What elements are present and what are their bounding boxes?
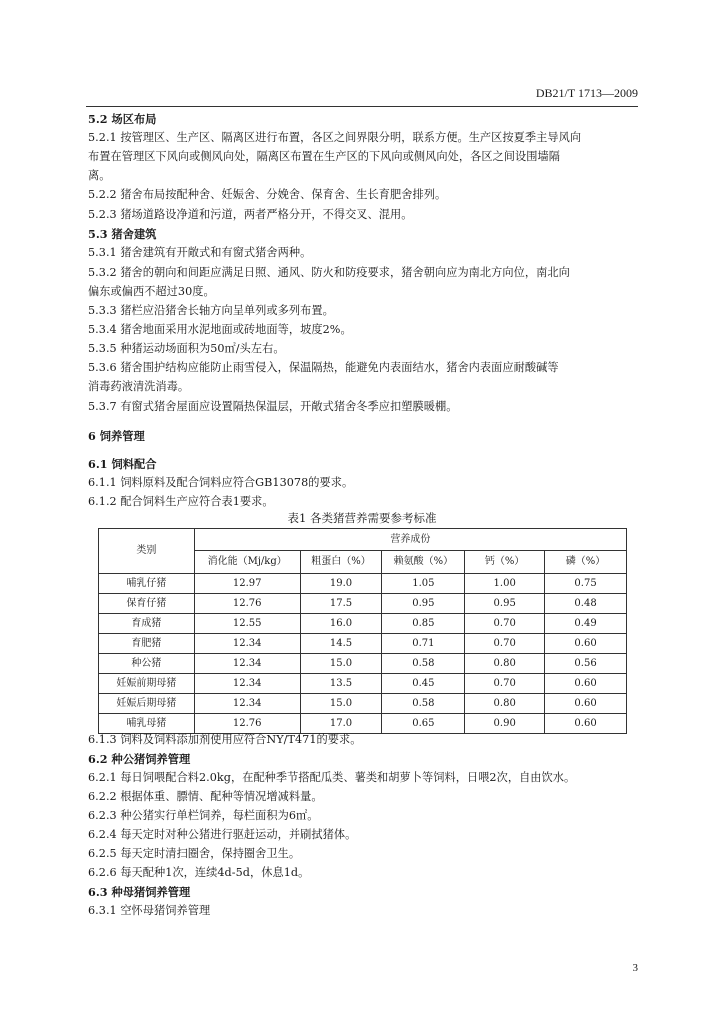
table-cell: 哺乳母猪 (99, 714, 195, 734)
table-cell: 15.0 (300, 694, 382, 714)
paragraph-line: 6.3.1 空怀母猪饲养管理 (88, 904, 211, 917)
paragraph-line: 5.3.1 猪舍建筑有开敞式和有窗式猪舍两种。 (88, 246, 312, 259)
paragraph-line: 5.3.5 种猪运动场面积为50㎡/头左右。 (88, 342, 285, 355)
paragraph-line: 5.3.2 猪舍的朝向和间距应满足日照、通风、防火和防疫要求，猪舍朝向应为南北方向位，南北向 (88, 266, 570, 279)
table-cell: 0.80 (465, 694, 545, 714)
table-cell: 17.0 (300, 714, 382, 734)
section-heading: 5.3 猪舍建筑 (88, 227, 157, 241)
section-heading: 5.2 场区布局 (88, 112, 157, 126)
table-cell: 12.76 (194, 594, 300, 614)
table-cell: 0.58 (382, 694, 465, 714)
table-cell: 0.70 (465, 634, 545, 654)
table-cell: 12.34 (194, 634, 300, 654)
paragraph-line: 6.1.3 饲料及饲料添加剂使用应符合NY/T471的要求。 (88, 733, 362, 746)
table-cell: 12.97 (194, 574, 300, 594)
paragraph-line: 6.2.3 种公猪实行单栏饲养，每栏面积为6㎡。 (88, 809, 319, 822)
table-cell: 0.45 (382, 674, 465, 694)
table-cell: 0.75 (545, 574, 627, 594)
table-cell: 妊娠前期母猪 (99, 674, 195, 694)
paragraph-line: 5.3.3 猪栏应沿猪舍长轴方向呈单列或多列布置。 (88, 304, 334, 317)
nutrition-table (98, 528, 627, 734)
paragraph-line: 5.2.3 猪场道路设净道和污道，两者严格分开，不得交叉、混用。 (88, 208, 413, 221)
table-header-category: 类别 (99, 529, 195, 574)
table-row (99, 694, 627, 714)
standard-code: DB21/T 1713—2009 (535, 86, 638, 100)
table-cell: 19.0 (300, 574, 382, 594)
table-cell: 0.90 (465, 714, 545, 734)
page-number: 3 (632, 962, 638, 974)
table-cell: 12.55 (194, 614, 300, 634)
table-cell: 1.05 (382, 574, 465, 594)
section-heading: 6.3 种母猪饲养管理 (88, 885, 191, 899)
table-cell: 12.34 (194, 654, 300, 674)
table-header-cell: 粗蛋白（%） (300, 551, 382, 574)
table-cell: 0.70 (465, 614, 545, 634)
table-cell: 0.70 (465, 674, 545, 694)
table-cell: 15.0 (300, 654, 382, 674)
paragraph-line: 6.2.4 每天定时对种公猪进行驱赶运动，并刷拭猪体。 (88, 828, 357, 841)
table-cell: 育肥猪 (99, 634, 195, 654)
table-cell: 17.5 (300, 594, 382, 614)
table-cell: 0.85 (382, 614, 465, 634)
table-header-cell: 磷（%） (545, 551, 627, 574)
paragraph-line: 6.1.1 饲料原料及配合饲料应符合GB13078的要求。 (88, 476, 354, 489)
paragraph-line: 6.1.2 配合饲料生产应符合表1要求。 (88, 495, 274, 508)
table-header-cell: 赖氨酸（%） (382, 551, 465, 574)
table-row (99, 594, 627, 614)
table-cell: 育成猪 (99, 614, 195, 634)
table-cell: 16.0 (300, 614, 382, 634)
table-cell: 0.48 (545, 594, 627, 614)
paragraph-line: 6.2.6 每天配种1次，连续4d-5d，休息1d。 (88, 866, 310, 879)
table-cell: 12.34 (194, 674, 300, 694)
table-row (99, 574, 627, 594)
table-row (99, 634, 627, 654)
table-cell: 0.80 (465, 654, 545, 674)
table-cell: 0.60 (545, 694, 627, 714)
table-cell: 0.95 (382, 594, 465, 614)
table-cell: 0.56 (545, 654, 627, 674)
table-row (99, 614, 627, 634)
table-cell: 12.76 (194, 714, 300, 734)
paragraph-line: 5.3.6 猪舍围护结构应能防止雨雪侵入，保温隔热，能避免内表面结水，猪舍内表面应耐酸碱等 (88, 361, 559, 374)
paragraph-line: 布置在管理区下风向或侧风向处，隔离区布置在生产区的下风向或侧风向处，各区之间设围墙隔 (88, 150, 560, 163)
table-cell: 0.60 (545, 634, 627, 654)
table-cell: 14.5 (300, 634, 382, 654)
table-cell: 哺乳仔猪 (99, 574, 195, 594)
paragraph-line: 5.3.7 有窗式猪舍屋面应设置隔热保温层，开敞式猪舍冬季应扣塑膜暖棚。 (88, 400, 458, 413)
table-cell: 0.49 (545, 614, 627, 634)
paragraph-line: 6.2.1 每日饲喂配合料2.0kg，在配种季节搭配瓜类、薯类和胡萝卜等饲料，日喂2次，自由饮水。 (88, 771, 576, 784)
paragraph-line: 离。 (88, 169, 111, 182)
table-cell: 0.58 (382, 654, 465, 674)
table-cell: 0.71 (382, 634, 465, 654)
paragraph-line: 6.2.5 每天定时清扫圈舍，保持圈舍卫生。 (88, 847, 301, 860)
section-heading: 6.2 种公猪饲养管理 (88, 752, 191, 766)
table-cell: 13.5 (300, 674, 382, 694)
table-cell: 0.65 (382, 714, 465, 734)
table-row (99, 654, 627, 674)
table-cell: 保育仔猪 (99, 594, 195, 614)
table-cell: 0.95 (465, 594, 545, 614)
table-cell: 1.00 (465, 574, 545, 594)
table-cell: 妊娠后期母猪 (99, 694, 195, 714)
paragraph-line: 5.3.4 猪舍地面采用水泥地面或砖地面等，坡度2%。 (88, 323, 352, 336)
chapter-heading: 6 饲养管理 (88, 429, 145, 443)
paragraph-line: 5.2.1 按管理区、生产区、隔离区进行布置，各区之间界限分明，联系方便。生产区按夏季主导风向 (88, 131, 582, 144)
section-heading: 6.1 饲料配合 (88, 457, 157, 471)
paragraph-line: 6.2.2 根据体重、膘情、配种等情况增减料量。 (88, 790, 323, 803)
table-header-cell: 消化能（Mj/kg） (194, 551, 300, 574)
paragraph-line: 偏东或偏西不超过30度。 (88, 285, 215, 298)
paragraph-line: 5.2.2 猪舍布局按配种舍、妊娠舍、分娩舍、保育舍、生长育肥舍排列。 (88, 188, 447, 201)
table-cell: 12.34 (194, 694, 300, 714)
table-header-cell: 钙（%） (465, 551, 545, 574)
header-rule (86, 106, 638, 107)
table-row (99, 674, 627, 694)
table-cell: 0.60 (545, 714, 627, 734)
table-cell: 种公猪 (99, 654, 195, 674)
table-cell: 0.60 (545, 674, 627, 694)
paragraph-line: 消毒药液清洗消毒。 (88, 380, 190, 393)
table-header-group: 营养成份 (194, 529, 626, 551)
table-caption: 表1 各类猪营养需要参考标准 (287, 511, 437, 525)
